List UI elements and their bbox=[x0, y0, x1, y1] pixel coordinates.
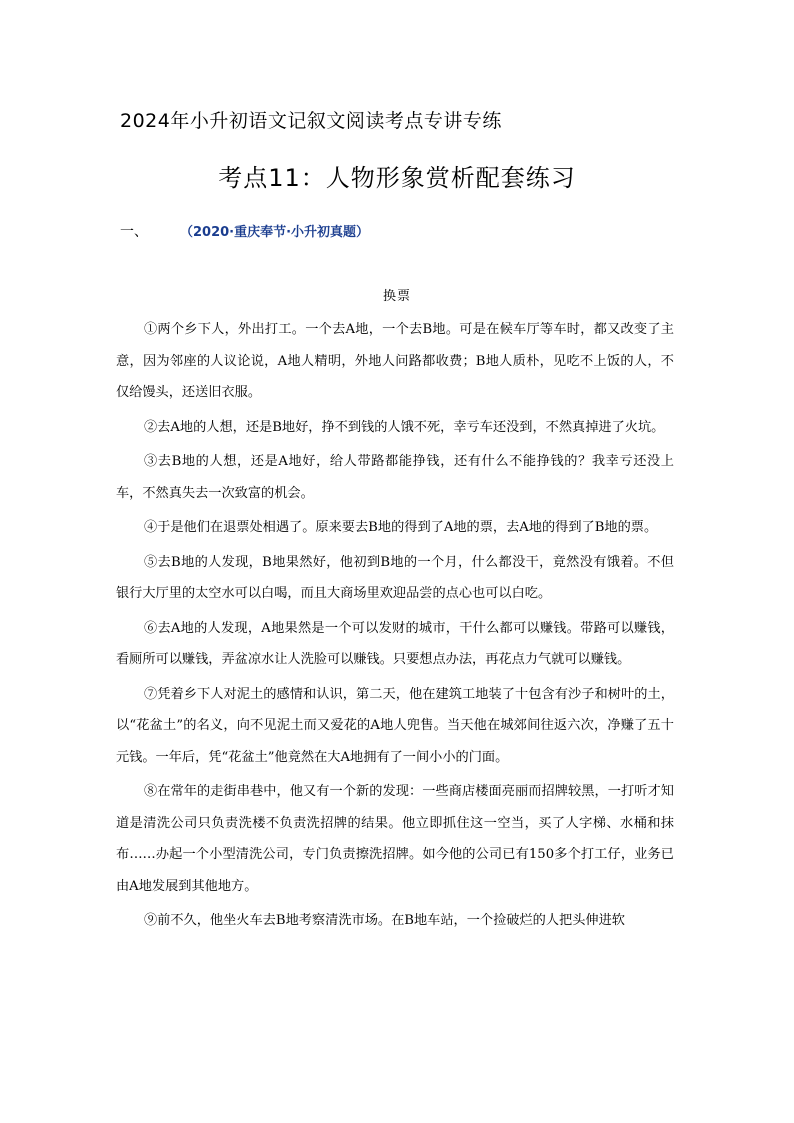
article-paragraph-5: ⑤去B地的人发现，B地果然好，他初到B地的一个月，什么都没干，竟然没有饿着。不但银行大厅里的太空水可以白喝，而且大商场里欢迎品尝的点心也可以白吃。 bbox=[116, 554, 674, 601]
document-title: 2024年小升初语文记叙文阅读考点专讲专练 bbox=[120, 110, 502, 132]
article-paragraph-7: ⑦凭着乡下人对泥土的感情和认识，第二天，他在建筑工地装了十包含有沙子和树叶的土，以“花盆土”的名义，向不见泥土而又爱花的A地人兜售。当天他在城郊间往返六次，净赚了五十元钱。一年后，凭“花盆土”他竟然在大A地拥有了一间小小的门面。 bbox=[116, 686, 674, 765]
article-body bbox=[116, 314, 674, 940]
question-source: （2020·重庆奉节·小升初真题） bbox=[180, 225, 370, 240]
question-number: 一、 bbox=[120, 224, 148, 240]
article-paragraph-8: ⑧在常年的走街串巷中，他又有一个新的发现：一些商店楼面亮丽而招牌较黑，一打听才知道是清洗公司只负责洗楼不负责洗招牌的结果。他立即抓住这一空当，买了人字梯、水桶和抹布……办起一个小型清洗公司，专门负责擦洗招牌。如今他的公司已有150多个打工仔，业务已由A地发展到其他地方。 bbox=[116, 784, 674, 894]
article-paragraph-6: ⑥去A地的人发现，A地果然是一个可以发财的城市，干什么都可以赚钱。带路可以赚钱，看厕所可以赚钱，弄盆凉水让人洗脸可以赚钱。只要想点办法，再花点力气就可以赚钱。 bbox=[116, 620, 674, 667]
article-paragraph-2: ②去A地的人想，还是B地好，挣不到钱的人饿不死，幸亏车还没到，不然真掉进了火坑。 bbox=[144, 419, 665, 435]
article-paragraph-9: ⑨前不久，他坐火车去B地考察清洗市场。在B地车站，一个捡破烂的人把头伸进软 bbox=[144, 913, 625, 928]
article-paragraph-1: ①两个乡下人，外出打工。一个去A地，一个去B地。可是在候车厅等车时，都又改变了主意，因为邻座的人议论说，A地人精明，外地人问路都收费；B地人质朴，见吃不上饭的人，不仅给馒头，还送旧衣服。 bbox=[116, 322, 674, 400]
question-header bbox=[120, 221, 369, 241]
article-paragraph-4: ④于是他们在退票处相遇了。原来要去B地的得到了A地的票，去A地的得到了B地的票。 bbox=[144, 520, 658, 535]
document-subtitle: 考点11：人物形象赏析配套练习 bbox=[218, 164, 576, 192]
article-title: 换票 bbox=[382, 289, 411, 304]
article-paragraph-3: ③去B地的人想，还是A地好，给人带路都能挣钱，还有什么不能挣钱的？我幸亏还没上车，不然真失去一次致富的机会。 bbox=[116, 454, 674, 501]
